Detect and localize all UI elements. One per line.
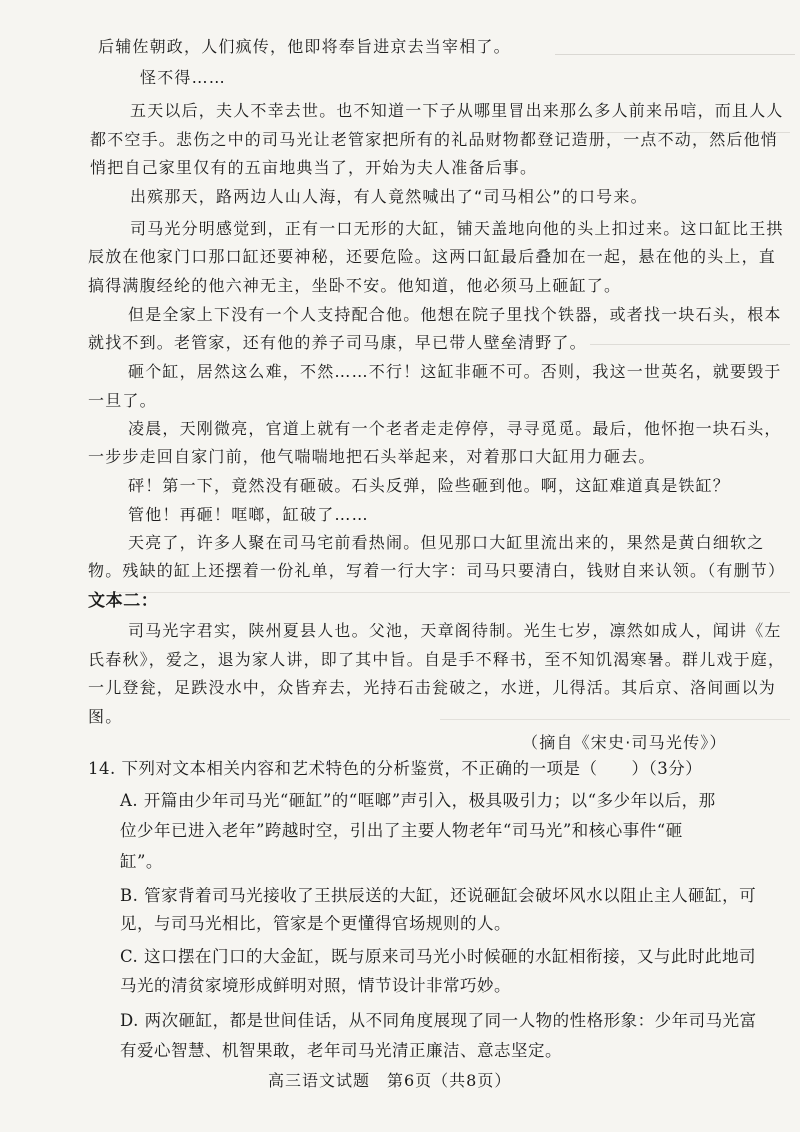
story-line: 悄把自己家里仅有的五亩地典当了，开始为夫人准备后事。 [90, 158, 538, 177]
option-b-line: B. 管家背着司马光接收了王拱辰送的大缸，还说砸缸会破坏风水以阻止主人砸缸，可 [120, 886, 757, 905]
bleed-through-mark [555, 38, 795, 55]
option-a-line: 位少年已进入老年”跨越时空，引出了主要人物老年“司马光”和核心事件“砸 [120, 821, 683, 840]
option-c-line: C. 这口摆在门口的大金缸，既与原来司马光小时候砸的水缸相衔接，又与此时此地司 [120, 947, 757, 966]
story-line: 砸个缸，居然这么难，不然……不行！这缸非砸不可。否则，我这一世英名，就要毁于 [128, 362, 782, 381]
story-line: 但是全家上下没有一个人支持配合他。他想在院子里找个铁器，或者找一块石头，根本 [128, 305, 782, 324]
story-line: 怪不得…… [140, 68, 227, 87]
page-footer: 高三语文试题 第6页（共8页） [268, 1071, 512, 1090]
story-line: 管他！再砸！哐啷，缸破了…… [128, 505, 369, 524]
option-d-line: 有爱心智慧、机智果敢，老年司马光清正廉洁、意志坚定。 [120, 1041, 562, 1060]
story-line: 司马光分明感觉到，正有一口无形的大缸，铺天盖地向他的头上扣过来。这口缸比王拱 [130, 219, 784, 238]
option-b-line: 见，与司马光相比，管家是个更懂得官场规则的人。 [120, 914, 511, 933]
story-line: 砰！第一下，竟然没有砸破。石头反弹，险些砸到他。啊，这缸难道真是铁缸？ [128, 476, 731, 495]
story-line: 出殡那天，路两边人山人海，有人竟然喊出了“司马相公”的口号来。 [130, 187, 648, 206]
story-line: 物。残缺的缸上还摆着一份礼单，写着一行大字：司马只要清白，钱财自来认领。（有删节） [88, 561, 786, 580]
text2-line: 图。 [88, 707, 123, 726]
text2-line: 氏春秋》，爱之，退为家人讲，即了其中旨。自是手不释书，至不知饥渴寒暑。群儿戏于庭， [88, 650, 786, 669]
story-line: 五天以后，夫人不幸去世。也不知道一下子从哪里冒出来那么多人前来吊唁，而且人人 [130, 101, 784, 120]
option-a-line: 缸”。 [120, 852, 163, 871]
story-line: 就找不到。老管家，还有他的养子司马康，早已带人壁垒清野了。 [88, 333, 587, 352]
option-c-line: 马光的清贫家境形成鲜明对照，情节设计非常巧妙。 [120, 976, 511, 995]
text2-line: 司马光字君实，陕州夏县人也。父池，天章阁待制。光生七岁，凛然如成人，闻讲《左 [128, 621, 782, 640]
story-line: 凌晨，天刚微亮，官道上就有一个老者走走停停，寻寻觅觅。最后，他怀抱一块石头， [128, 419, 782, 438]
story-line: 搞得满腹经纶的他六神无主，坐卧不安。他知道，他必须马上砸缸了。 [88, 276, 622, 295]
bleed-through-mark [440, 705, 790, 720]
story-line: 一步步走回自家门前，他气喘喘地把石头举起来，对着那口大缸用力砸去。 [88, 447, 656, 466]
bleed-through-mark [590, 330, 790, 345]
option-d-line: D. 两次砸缸，都是世间佳话，从不同角度展现了同一人物的性格形象：少年司马光富 [120, 1011, 757, 1030]
story-line: 都不空手。悲伤之中的司马光让老管家把所有的礼品财物都登记造册，一点不动，然后他悄 [90, 130, 779, 149]
question14-stem: 14. 下列对文本相关内容和艺术特色的分析鉴赏，不正确的一项是（ ）（3分） [88, 759, 703, 778]
text2-heading: 文本二： [88, 591, 159, 611]
story-line: 辰放在他家门口那口缸还要神秘，还要危险。这两口缸最后叠加在一起，悬在他的头上，直 [88, 247, 777, 266]
text2-line: 一儿登瓮，足跌没水中，众皆弃去，光持石击瓮破之，水迸，儿得活。其后京、洛间画以为 [88, 678, 777, 697]
story-line: 天亮了，许多人聚在司马宅前看热闹。但见那口大缸里流出来的，果然是黄白细软之 [128, 533, 765, 552]
text2-source: （摘自《宋史·司马光传》） [522, 733, 727, 752]
option-a-line: A. 开篇由少年司马光“砸缸”的“哐啷”声引入，极具吸引力；以“多少年以后，那 [120, 791, 716, 810]
story-line: 后辅佐朝政，人们疯传，他即将奉旨进京去当宰相了。 [98, 37, 511, 56]
story-line: 一旦了。 [88, 391, 157, 410]
